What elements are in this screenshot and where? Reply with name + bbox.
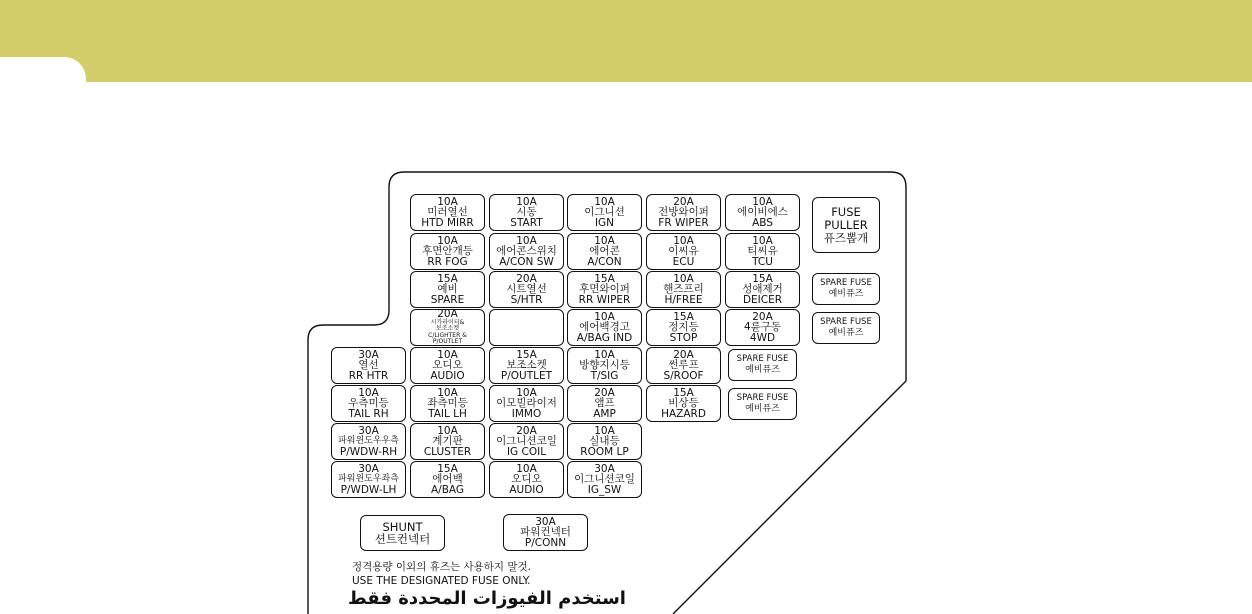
fuse-hazard [646,385,721,422]
fuse-puller-korean-label: 퓨즈뽑개 [823,230,869,245]
fuse-rr-fog [410,233,485,270]
fuse-korean-label: 이그니션 [584,206,625,219]
spare-fuse-korean-label: 예비퓨즈 [828,289,864,299]
fuse-english-label: TAIL RH [348,407,389,420]
fuse-amp: 10A [437,424,458,437]
fuse-korean-label: 오디오 [511,473,542,486]
fuse-korean-label-2: 보조소켓 [435,325,460,333]
fuse-english-label: START [510,216,543,229]
spare-fuse-slot [812,312,880,344]
fuse-korean-label: 파워컨넥터 [520,526,571,539]
fuse-english-label: SPARE [430,293,465,306]
fuse-amp: 15A [516,348,537,361]
fuse-korean-label: 썬루프 [668,359,699,372]
fuse-english-label: IGN [594,216,615,229]
fuse-t-sig [567,347,642,384]
fuse-amp: 15A [673,310,694,323]
fuse-english-label: A/CON SW [499,255,554,268]
fuse-start [489,194,564,231]
fuse-amp: 20A [752,310,773,323]
fuse-amp: 20A [594,386,615,399]
note-korean: 정격용량 이외의 휴즈는 사용하지 말것. [352,561,531,573]
fuse-english-label: STOP [669,331,698,344]
fuse-pwdw-rh [331,423,406,460]
fuse-4wd [725,309,800,346]
fuse-english-label: AMP [593,407,616,420]
fuse-fr-wiper [646,194,721,231]
fuse-pwdw-lh [331,461,406,498]
fuse-korean-label: 좌측미등 [427,397,468,410]
shunt-connector [360,515,445,551]
fuse-korean-label: 보조소켓 [506,359,547,372]
fuse-korean-label: 앰프 [594,397,615,410]
fuse-korean-label: 파워윈도우좌측 [338,474,399,485]
spare-fuse-label: SPARE FUSE [820,278,872,288]
fuse-rr-wiper [567,271,642,308]
fuse-korean-label: 예비 [437,283,458,296]
fuse-english-label-1: C/LIGHTER & [428,331,467,339]
fuse-korean-label: 실내등 [589,435,620,448]
fuse-amp: 15A [437,272,458,285]
fuse-amp: 10A [594,234,615,247]
fuse-korean-label: 정지등 [668,321,699,334]
fuse-stop [646,309,721,346]
fuse-english-label: TAIL LH [428,407,467,420]
spare-fuse-slot [728,388,797,420]
fuse-amp: 10A [752,234,773,247]
fuse-english-label: ROOM LP [580,445,629,458]
fuse-s-htr [489,271,564,308]
fuse-english-label: IG COIL [506,445,547,458]
fuse-english-label: P/WDW-RH [339,445,398,458]
fuse-english-label: P/OUTLET [500,369,553,382]
fuse-english-label: A/BAG IND [576,331,633,344]
fuse-abag [410,461,485,498]
fuse-english-label-2: P/OUTLET [432,338,463,346]
fuse-korean-label: 파워윈도우우측 [338,436,399,447]
fuse-korean-label: 계기판 [432,435,463,448]
fuse-english-label: IMMO [511,407,542,420]
fuse-tail-lh [410,385,485,422]
fuse-english-label: HAZARD [661,407,706,420]
fuse-amp: 10A [516,234,537,247]
fuse-amp: 10A [516,195,537,208]
fuse-amp: 15A [594,272,615,285]
fuse-english-label: RR WIPER [578,293,631,306]
fuse-korean-label: 오디오 [432,359,463,372]
fuse-amp: 10A [437,234,458,247]
spare-fuse-korean-label: 예비퓨즈 [745,404,780,414]
fuse-deicer [725,271,800,308]
fuse-amp: 20A [516,424,537,437]
fuse-korean-label: 후면와이퍼 [579,283,630,296]
fuse-english-label: ECU [672,255,695,268]
fuse-acon [567,233,642,270]
fuse-immo [489,385,564,422]
fuse-s-roof [646,347,721,384]
fuse-puller-slot [812,197,880,253]
fuse-korean-label: 후면안개등 [422,245,473,258]
fuse-english-label: S/ROOF [663,369,704,382]
fuse-korean-label: 우측미등 [348,397,389,410]
fuse-english-label: CLUSTER [423,445,472,458]
fuse-amp: 10A [516,462,537,475]
fuse-amp: 10A [673,234,694,247]
fuse-spare [410,271,485,308]
fuse-amp: 10A [594,195,615,208]
fuse-amp: 20A [437,309,458,321]
fuse-amp: 10A [594,310,615,323]
fuse-acon-sw [489,233,564,270]
fuse-korean-label: 4륜구동 [743,321,782,334]
fuse-korean-label: 시트열선 [506,283,547,296]
fuse-ig-coil [489,423,564,460]
spare-fuse-slot [728,349,797,381]
shunt-label: SHUNT [382,519,423,534]
fuse-amp: 20A [516,272,537,285]
spare-fuse-korean-label: 예비퓨즈 [745,365,780,375]
spare-fuse-korean-label: 예비퓨즈 [828,328,864,338]
fuse-english-label: RR FOG [427,255,468,268]
fuse-korean-label: 전방와이퍼 [658,206,709,219]
spare-fuse-label: SPARE FUSE [736,354,789,364]
spare-fuse-slot [812,273,880,305]
fuse-puller-label-2: PULLER [824,217,868,232]
fuse-cluster [410,423,485,460]
fuse-c-lighter [410,309,485,346]
fuse-english-label: T/SIG [590,369,619,382]
fuse-amp: 15A [437,462,458,475]
fuse-korean-label: 티씨유 [747,245,778,258]
fuse-korean-label: 에어백 [432,473,463,486]
fuse-english-label: S/HTR [510,293,543,306]
fuse-korean-label: 이그니션코일 [496,435,557,448]
fuse-amp: 30A [358,348,379,361]
fuse-amp: 10A [358,386,379,399]
fuse-amp: 15A [673,386,694,399]
fuse-english-label: IG_SW [587,483,622,496]
fuse-english-label: AUDIO [509,483,544,496]
fuse-amp: 20A [673,195,694,208]
fuse-korean-label: 열선 [358,359,379,372]
fuse-english-label: HTD MIRR [421,216,474,229]
fuse-tail-rh [331,385,406,422]
fuse-amp: 10A [516,386,537,399]
fuse-room-lp [567,423,642,460]
fuse-amp: 10A [594,424,615,437]
spare-fuse-label: SPARE FUSE [736,393,789,403]
fuse-korean-label: 비상등 [668,397,699,410]
fuse-amp: 20A [673,348,694,361]
fuse-english-label: A/BAG [430,483,465,496]
fuse-amp: 10A [437,386,458,399]
fuse-amp: 30A [535,515,556,528]
fuse-english-label: FR WIPER [658,216,709,229]
fuse-korean-label: 에이비에스 [737,206,788,219]
fuse-amp: 10A [594,348,615,361]
shunt-korean-label: 션트컨넥터 [374,532,431,546]
fuse-ecu [646,233,721,270]
fuse-korean-label: 에어콘스위치 [496,245,557,258]
fuse-korean-label: 미러열선 [427,206,468,219]
fuse-amp-unit [567,385,642,422]
fuse-p-conn [503,514,588,551]
fuse-ign [567,194,642,231]
fuse-english-label: AUDIO [430,369,465,382]
fuse-english-label: A/CON [587,255,622,268]
fuse-english-label: ABS [752,216,773,229]
fuse-english-label: TCU [752,255,773,268]
fuse-h-free [646,271,721,308]
spare-fuse-label: SPARE FUSE [820,317,872,327]
fuse-korean-label: 성애제거 [742,283,783,296]
fuse-korean-label: 핸즈프리 [663,283,704,296]
fuse-amp: 10A [752,195,773,208]
fuse-korean-label: 에어백경고 [579,321,630,334]
fuse-korean-label: 이모빌라이저 [496,397,557,410]
fuse-korean-label: 이씨유 [668,245,699,258]
fuse-tcu [725,233,800,270]
fuse-english-label: 4WD [749,331,776,344]
fuse-amp: 10A [437,348,458,361]
fuse-empty-slot [489,309,564,346]
fuse-korean-label: 시동 [516,206,537,219]
fuse-english-label: P/CONN [524,536,567,549]
fuse-korean-label: 에어콘 [589,245,620,258]
fuse-audio [410,347,485,384]
fuse-korean-label: 이그니션코일 [574,473,635,486]
fuse-abag-ind [567,309,642,346]
fuse-korean-label-1: 시가라이터& [430,318,465,326]
fuse-english-label: DEICER [742,293,783,306]
fuse-korean-label: 방향지시등 [579,359,630,372]
fuse-amp: 30A [358,462,379,475]
fuse-abs [725,194,800,231]
fuse-english-label: H/FREE [664,293,703,306]
note-english: USE THE DESIGNATED FUSE ONLY. [352,575,531,587]
fuse-htd-mirr [410,194,485,231]
fuse-ig-sw [567,461,642,498]
fuse-amp: 30A [358,424,379,437]
fuse-amp: 10A [437,195,458,208]
fuse-audio-2 [489,461,564,498]
fuse-amp: 30A [594,462,615,475]
fuse-amp: 10A [673,272,694,285]
fuse-english-label: P/WDW-LH [340,483,397,496]
fuse-p-outlet [489,347,564,384]
fuse-puller-label-1: FUSE [831,204,861,219]
fuse-english-label: RR HTR [348,369,389,382]
note-arabic: استخدم الفيوزات المحددة فقط [348,588,626,609]
fuse-rr-htr [331,347,406,384]
fuse-amp: 15A [752,272,773,285]
